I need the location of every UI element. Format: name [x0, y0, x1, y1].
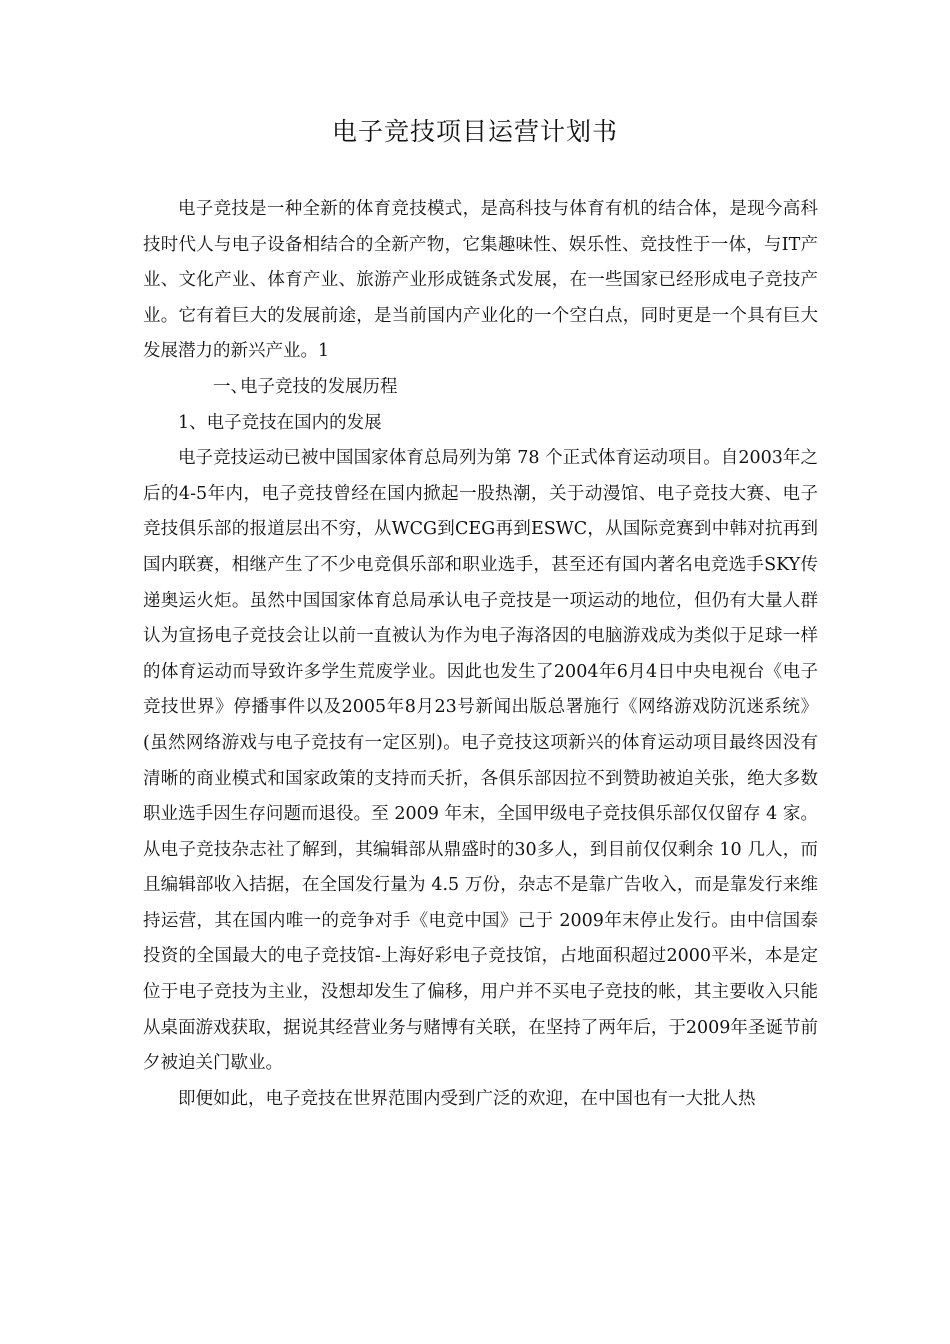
- document-title: 电子竞技项目运营计划书: [331, 117, 618, 146]
- intro-paragraph: 电子竞技是一种全新的体育竞技模式，是高科技与体育有机的结合体，是现今高科技时代人与电子设备相结合的全新产物，它集趣味性、娱乐性、竞技性于一体，与IT产业、文化产业、体育产业、旅游产业形成链条式发展，在一些国家已经形成电子竞技产业。它有着巨大的发展前途，是当前国内产业化的一个空白点，同时更是一个具有巨大发展潜力的新兴产业。1: [143, 199, 818, 362]
- section-title: 电子竞技的发展历程: [240, 376, 398, 397]
- section-heading: [143, 370, 818, 406]
- body-paragraph: 即便如此，电子竞技在世界范围内受到广泛的欢迎，在中国也有一大批人热: [178, 1088, 756, 1109]
- subsection-heading: 1、电子竞技在国内的发展: [178, 412, 382, 433]
- document-body: [143, 192, 818, 1117]
- section-number: 一、: [213, 376, 248, 397]
- body-paragraph: 电子竞技运动已被中国国家体育总局列为第 78 个正式体育运动项目。自2003年之后的4-5年内，电子竞技曾经在国内掀起一股热潮，关于动漫馆、电子竞技大赛、电子竞技俱乐部的报道层出不穷，从WCG到CEG再到ESWC，从国际竞赛到中韩对抗再到国内联赛，相继产生了不少电竞俱乐部和职业选手，甚至还有国内著名电竞选手SKY传递奥运火炬。虽然中国国家体育总局承认电子竞技是一项运动的地位，但仍有大量人群认为宣扬电子竞技会让以前一直被认为作为电子海洛因的电脑游戏成为类似于足球一样的体育运动而导致许多学生荒废学业。因此也发生了2004年6月4日中央电视台《电子竞技世界》停播事件以及2005年8月23号新闻出版总署施行《网络游戏防沉迷系统》(虽然网络游戏与电子竞技有一定区别)。电子竞技这项新兴的体育运动项目最终因没有清晰的商业模式和国家政策的支持而夭折，各俱乐部因拉不到赞助被迫关张，绝大多数职业选手因生存问题而退役。至 2009 年末，全国甲级电子竞技俱乐部仅仅留存 4 家。从电子竞技杂志社了解到，其编辑部从鼎盛时的30多人，到目前仅仅剩余 10 几人，而且编辑部收入拮据，在全国发行量为 4.5 万份，杂志不是靠广告收入，而是靠发行来维持运营，其在国内唯一的竞争对手《电竞中国》己于 2009年末停止发行。由中信国泰投资的全国最大的电子竞技馆-上海好彩电子竞技馆，占地面积超过2000平米，本是定位于电子竞技为主业，没想却发生了偏移，用户并不买电子竞技的帐，其主要收入只能从桌面游戏获取，据说其经营业务与赌博有关联，在坚持了两年后，于2009年圣诞节前夕被迫关门歇业。: [143, 448, 818, 1074]
